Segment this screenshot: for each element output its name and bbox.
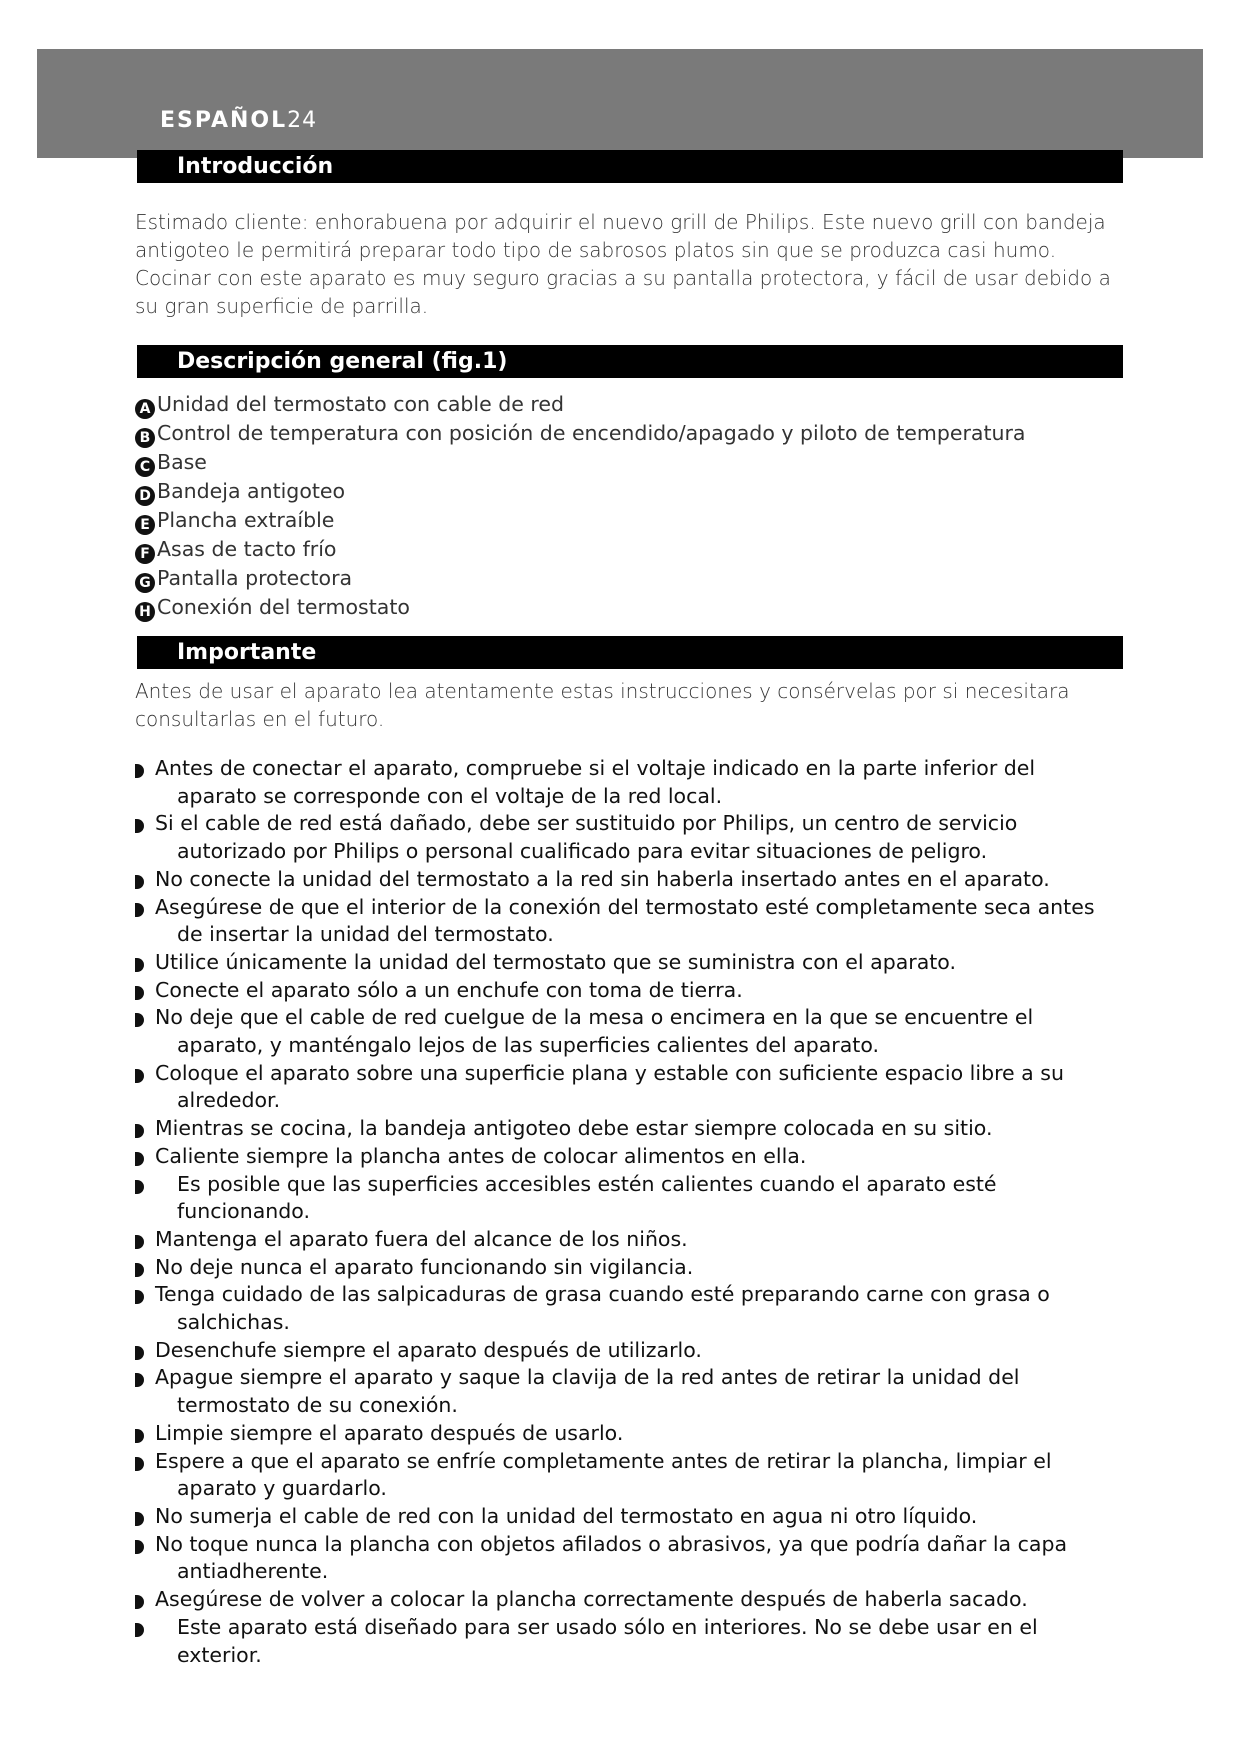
bullet-icon [135,1263,144,1277]
bullet-icon [135,1013,144,1027]
letter-a-icon: A [135,399,155,419]
warning-item [135,949,1135,977]
warning-item [135,1171,1135,1226]
page-number: 24 [287,108,318,133]
warning-text: Coloque el aparato sobre una superficie plana y estable con suficiente espacio libre a su [155,1060,1064,1085]
warning-text: Limpie siempre el aparato después de usarlo. [155,1420,624,1445]
bullet-icon [135,819,144,833]
warning-item [135,1226,1135,1254]
warning-text: No deje nunca el aparato funcionando sin vigilancia. [155,1254,694,1279]
warning-text: Desenchufe siempre el aparato después de utilizarlo. [155,1337,702,1362]
letter-d-icon: D [135,486,155,506]
warning-text: Es posible que las superficies accesibles estén calientes cuando el aparato esté funcionando. [177,1171,997,1224]
language-label: ESPAÑOL [160,108,288,133]
header-band [37,49,1203,158]
part-label: Unidad del termostato con cable de red [157,392,564,416]
bullet-icon [135,1540,144,1554]
warning-text: Conecte el aparato sólo a un enchufe con toma de tierra. [155,977,743,1002]
part-item [135,390,1125,419]
warning-text-continued: salchichas. [177,1310,290,1335]
important-intro-text: Antes de usar el aparato lea atentamente estas instrucciones y consérvelas por si necesitara consultarlas en el futuro. [135,679,1070,731]
bullet-icon [135,875,144,889]
warning-item [135,810,1135,865]
warning-text: Asegúrese de volver a colocar la plancha correctamente después de haberla sacado. [155,1587,1028,1612]
warning-text-continued: autorizado por Philips o personal cualificado para evitar situaciones de peligro. [177,839,988,864]
warning-text: Antes de conectar el aparato, compruebe si el voltaje indicado en la parte inferior del [155,756,1036,780]
bullet-icon [135,1180,144,1194]
section-title-important: Importante [137,636,1123,669]
warning-text: Mientras se cocina, la bandeja antigoteo debe estar siempre colocada en su sitio. [155,1116,993,1141]
warning-item [135,977,1135,1005]
warning-text-continued: aparato se corresponde con el voltaje de la red local. [177,783,723,808]
letter-b-icon: B [135,428,155,448]
warning-text: No deje que el cable de red cuelgue de la mesa o encimera en la que se encuentre el [155,1005,1034,1030]
warning-text-continued: aparato y guardarlo. [177,1476,387,1501]
warning-item [135,1614,1135,1669]
warning-item [135,1115,1135,1143]
part-label: Pantalla protectora [157,566,353,590]
part-label: Base [157,450,207,474]
part-label: Plancha extraíble [157,508,335,532]
part-item [135,535,1125,564]
bullet-icon [135,1373,144,1387]
warning-item [135,1503,1135,1531]
part-label: Asas de tacto frío [157,537,337,561]
warning-item [135,1364,1135,1419]
part-item [135,564,1125,593]
warning-item [135,1254,1135,1282]
warning-text: Asegúrese de que el interior de la conexión del termostato esté completamente seca antes [155,894,1095,919]
warning-item [135,1060,1135,1115]
introduction-text: Estimado cliente: enhorabuena por adquirir el nuevo grill de Philips. Este nuevo grill con bandeja antigoteo le permitirá preparar todo tipo de sabrosos platos sin que se produzca casi humo. Cocinar con este aparato es muy seguro gracias a su pantalla protectora, y fácil de usar debido a su gran superficie de parrilla. [135,210,1111,318]
parts-list [135,390,1125,622]
warning-text: Tenga cuidado de las salpicaduras de grasa cuando esté preparando carne con grasa o [155,1282,1050,1307]
part-item [135,593,1125,622]
bullet-icon [135,1290,144,1304]
bullet-icon [135,1457,144,1471]
part-label: Conexión del termostato [157,595,410,619]
warning-text: Utilice únicamente la unidad del termostato que se suministra con el aparato. [155,949,956,974]
bullet-icon [135,1623,144,1637]
bullet-icon [135,1235,144,1249]
warning-text: Este aparato está diseñado para ser usado sólo en interiores. No se debe usar en el exterior. [177,1614,1038,1667]
warning-text: No sumerja el cable de red con la unidad del termostato en agua ni otro líquido. [155,1503,978,1528]
warning-text: Si el cable de red está dañado, debe ser sustituido por Philips, un centro de servicio [155,811,1018,836]
warning-item [135,1281,1135,1336]
letter-g-icon: G [135,573,155,593]
bullet-icon [135,958,144,972]
page-header [160,108,317,133]
letter-c-icon: C [135,457,155,477]
part-label: Control de temperatura con posición de encendido/apagado y piloto de temperatura [157,421,1026,445]
warning-text: Mantenga el aparato fuera del alcance de los niños. [155,1226,688,1251]
warning-item [135,1586,1135,1614]
warning-text-continued: alrededor. [177,1088,281,1113]
warning-text: No toque nunca la plancha con objetos afilados o abrasivos, ya que podría dañar la capa [155,1531,1068,1556]
warning-item [135,1420,1135,1448]
warning-text-continued: de insertar la unidad del termostato. [177,922,554,947]
section-title-introduction: Introducción [137,150,1123,183]
warning-item [135,1448,1135,1503]
part-item [135,448,1125,477]
warning-text-continued: termostato de su conexión. [177,1393,458,1418]
letter-e-icon: E [135,515,155,535]
letter-f-icon: F [135,544,155,564]
warning-text: Espere a que el aparato se enfríe completamente antes de retirar la plancha, limpiar el [155,1448,1052,1473]
bullet-icon [135,1346,144,1360]
part-item [135,419,1125,448]
warning-item [135,894,1135,949]
warning-text-continued: aparato, y manténgalo lejos de las superficies calientes del aparato. [177,1033,880,1058]
warning-item [135,1143,1135,1171]
bullet-icon [135,1152,144,1166]
bullet-icon [135,986,144,1000]
bullet-icon [135,1069,144,1083]
bullet-icon [135,903,144,917]
warning-item [135,1004,1135,1059]
warning-item [135,866,1135,894]
warning-text: No conecte la unidad del termostato a la red sin haberla insertado antes en el aparato. [155,866,1050,891]
bullet-icon [135,1512,144,1526]
warning-text: Apague siempre el aparato y saque la clavija de la red antes de retirar la unidad del [155,1365,1020,1390]
warnings-list [135,755,1135,1669]
part-label: Bandeja antigoteo [157,479,346,503]
warning-item [135,1531,1135,1586]
warning-item [135,755,1135,810]
warning-item [135,1337,1135,1365]
warning-text: Caliente siempre la plancha antes de colocar alimentos en ella. [155,1143,807,1168]
bullet-icon [135,764,144,778]
part-item [135,477,1125,506]
warning-text-continued: antiadherente. [177,1559,329,1584]
bullet-icon [135,1429,144,1443]
letter-h-icon: H [135,602,155,622]
bullet-icon [135,1595,144,1609]
bullet-icon [135,1124,144,1138]
section-title-overview: Descripción general (fig.1) [137,345,1123,378]
part-item [135,506,1125,535]
